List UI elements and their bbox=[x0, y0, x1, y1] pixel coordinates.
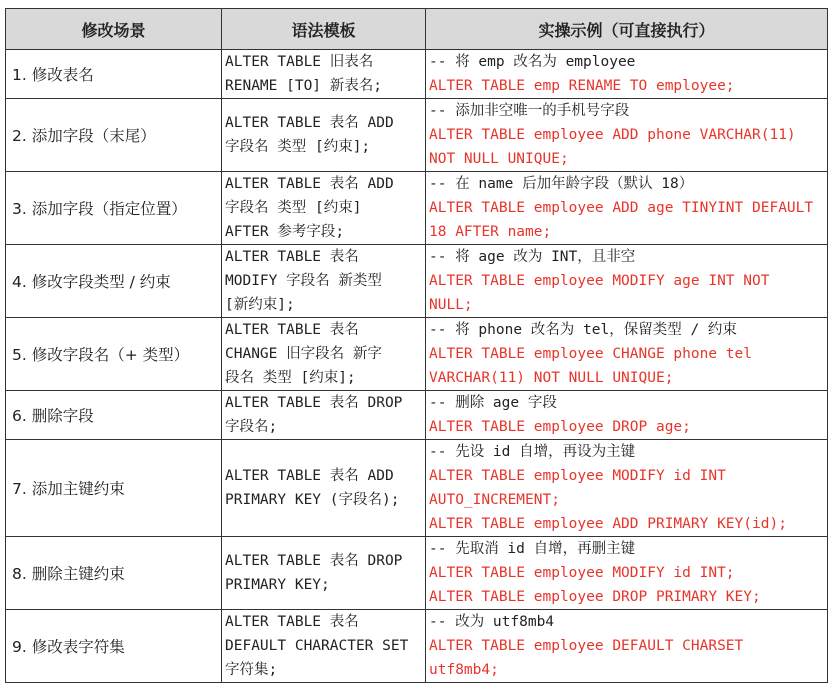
syntax-line: 字符集; bbox=[225, 662, 278, 678]
syntax-line: 字段名; bbox=[225, 419, 278, 435]
example-sql: NOT NULL UNIQUE; bbox=[429, 151, 569, 167]
table-row bbox=[6, 50, 828, 99]
syntax-cell bbox=[222, 537, 426, 610]
example-comment: -- 将 age 改为 INT，且非空 bbox=[429, 249, 636, 265]
example-sql: NULL; bbox=[429, 297, 473, 313]
syntax-line: MODIFY 字段名 新类型 bbox=[225, 273, 382, 289]
example-cell bbox=[426, 50, 828, 99]
syntax-line: PRIMARY KEY; bbox=[225, 577, 330, 593]
syntax-line: 段名 类型 [约束]; bbox=[225, 370, 356, 386]
syntax-line: RENAME [TO] 新表名; bbox=[225, 78, 382, 94]
scene-cell: 8. 删除主键约束 bbox=[6, 537, 222, 610]
syntax-line: [新约束]; bbox=[225, 297, 295, 313]
example-sql: VARCHAR(11) NOT NULL UNIQUE; bbox=[429, 370, 674, 386]
example-comment: -- 将 phone 改名为 tel，保留类型 / 约束 bbox=[429, 322, 737, 338]
example-comment: -- 在 name 后加年龄字段（默认 18） bbox=[429, 176, 694, 192]
alter-table-reference-table bbox=[5, 8, 828, 683]
example-sql: ALTER TABLE employee ADD age TINYINT DEFAULT bbox=[429, 200, 814, 216]
table-row bbox=[6, 537, 828, 610]
table-row bbox=[6, 440, 828, 537]
syntax-line: DEFAULT CHARACTER SET bbox=[225, 638, 409, 654]
table-row bbox=[6, 172, 828, 245]
header-syntax: 语法模板 bbox=[222, 9, 426, 50]
syntax-line: ALTER TABLE 表名 bbox=[225, 249, 359, 265]
example-sql: ALTER TABLE employee CHANGE phone tel bbox=[429, 346, 753, 362]
table-row bbox=[6, 391, 828, 440]
scene-cell: 1. 修改表名 bbox=[6, 50, 222, 99]
example-sql: ALTER TABLE employee DROP PRIMARY KEY; bbox=[429, 589, 761, 605]
syntax-line: ALTER TABLE 表名 DROP bbox=[225, 395, 403, 411]
syntax-cell bbox=[222, 610, 426, 683]
example-cell bbox=[426, 440, 828, 537]
example-sql: ALTER TABLE employee DROP age; bbox=[429, 419, 691, 435]
table-body bbox=[6, 50, 828, 683]
example-sql: ALTER TABLE employee MODIFY id INT; bbox=[429, 565, 735, 581]
syntax-cell bbox=[222, 318, 426, 391]
scene-cell: 2. 添加字段（末尾） bbox=[6, 99, 222, 172]
syntax-cell bbox=[222, 50, 426, 99]
table-row bbox=[6, 318, 828, 391]
example-comment: -- 改为 utf8mb4 bbox=[429, 614, 555, 630]
example-comment: -- 将 emp 改名为 employee bbox=[429, 54, 636, 70]
header-example: 实操示例（可直接执行） bbox=[426, 9, 828, 50]
syntax-line: ALTER TABLE 表名 ADD bbox=[225, 468, 394, 484]
example-sql: utf8mb4; bbox=[429, 662, 499, 678]
example-sql: AUTO_INCREMENT; bbox=[429, 492, 560, 508]
syntax-line: CHANGE 旧字段名 新字 bbox=[225, 346, 382, 362]
syntax-line: 字段名 类型 [约束] bbox=[225, 200, 362, 216]
example-comment: -- 先设 id 自增，再设为主键 bbox=[429, 444, 636, 460]
syntax-line: ALTER TABLE 表名 ADD bbox=[225, 115, 394, 131]
syntax-cell bbox=[222, 245, 426, 318]
syntax-cell bbox=[222, 172, 426, 245]
scene-cell: 5. 修改字段名（+ 类型） bbox=[6, 318, 222, 391]
syntax-line: ALTER TABLE 表名 bbox=[225, 322, 359, 338]
syntax-cell bbox=[222, 440, 426, 537]
example-cell bbox=[426, 172, 828, 245]
example-cell bbox=[426, 537, 828, 610]
syntax-line: ALTER TABLE 表名 bbox=[225, 614, 359, 630]
example-sql: ALTER TABLE employee DEFAULT CHARSET bbox=[429, 638, 744, 654]
syntax-line: AFTER 参考字段; bbox=[225, 224, 345, 240]
example-comment: -- 先取消 id 自增，再删主键 bbox=[429, 541, 636, 557]
syntax-line: PRIMARY KEY (字段名); bbox=[225, 492, 400, 508]
example-sql: 18 AFTER name; bbox=[429, 224, 552, 240]
example-comment: -- 删除 age 字段 bbox=[429, 395, 557, 411]
scene-cell: 7. 添加主键约束 bbox=[6, 440, 222, 537]
scene-cell: 9. 修改表字符集 bbox=[6, 610, 222, 683]
syntax-cell bbox=[222, 391, 426, 440]
table-row bbox=[6, 99, 828, 172]
header-row bbox=[6, 9, 828, 50]
scene-cell: 6. 删除字段 bbox=[6, 391, 222, 440]
example-sql: ALTER TABLE employee ADD phone VARCHAR(11) bbox=[429, 127, 796, 143]
syntax-line: ALTER TABLE 旧表名 bbox=[225, 54, 374, 70]
scene-cell: 4. 修改字段类型 / 约束 bbox=[6, 245, 222, 318]
syntax-line: ALTER TABLE 表名 DROP bbox=[225, 553, 403, 569]
example-cell bbox=[426, 391, 828, 440]
example-cell bbox=[426, 245, 828, 318]
scene-cell: 3. 添加字段（指定位置） bbox=[6, 172, 222, 245]
example-cell bbox=[426, 610, 828, 683]
example-sql: ALTER TABLE employee MODIFY id INT bbox=[429, 468, 726, 484]
syntax-line: 字段名 类型 [约束]; bbox=[225, 139, 371, 155]
example-sql: ALTER TABLE emp RENAME TO employee; bbox=[429, 78, 735, 94]
example-sql: ALTER TABLE employee ADD PRIMARY KEY(id); bbox=[429, 516, 787, 532]
example-comment: -- 添加非空唯一的手机号字段 bbox=[429, 103, 630, 119]
example-cell bbox=[426, 99, 828, 172]
syntax-cell bbox=[222, 99, 426, 172]
example-cell bbox=[426, 318, 828, 391]
table-row bbox=[6, 245, 828, 318]
table-row bbox=[6, 610, 828, 683]
header-scene: 修改场景 bbox=[6, 9, 222, 50]
syntax-line: ALTER TABLE 表名 ADD bbox=[225, 176, 394, 192]
example-sql: ALTER TABLE employee MODIFY age INT NOT bbox=[429, 273, 770, 289]
